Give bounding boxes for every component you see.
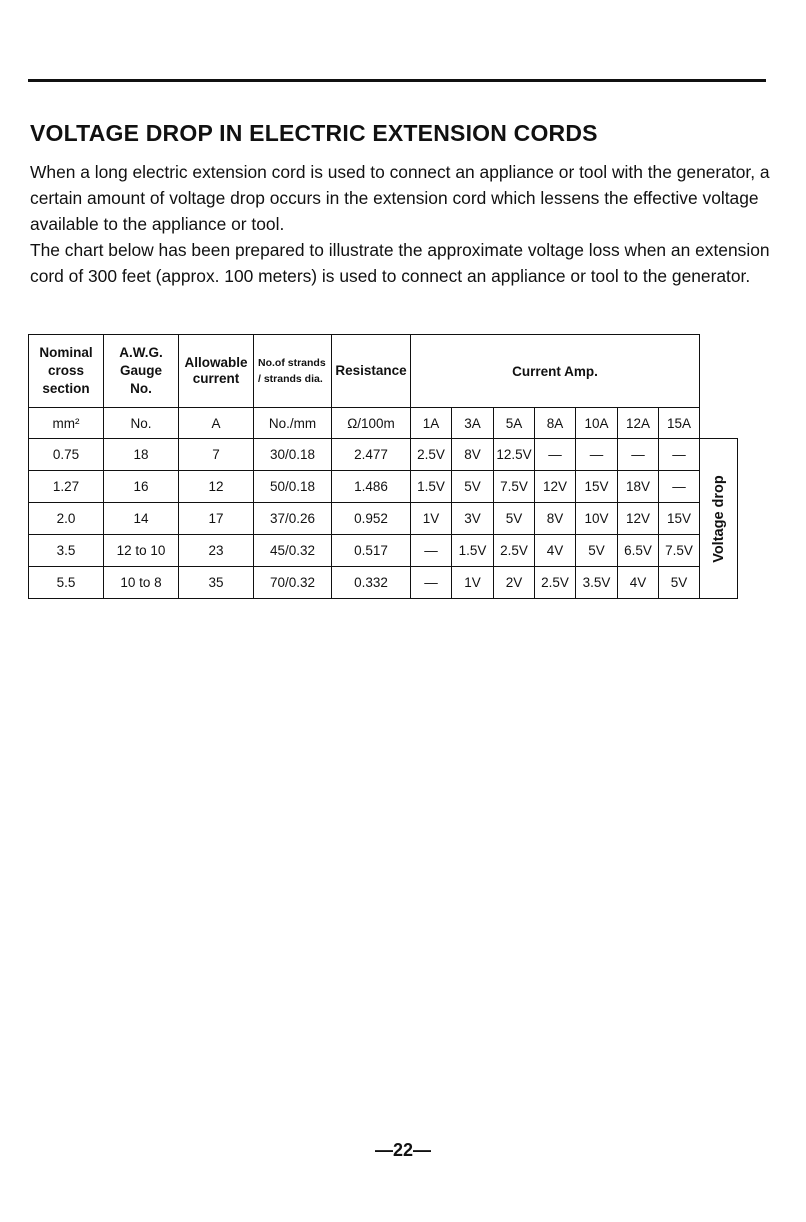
table-cell: 7 <box>179 439 254 471</box>
table-row <box>29 567 738 599</box>
table-cell: 2.477 <box>332 439 411 471</box>
table-cell: 3.5V <box>576 567 618 599</box>
table-cell: 1.486 <box>332 471 411 503</box>
table-row <box>29 439 738 471</box>
table-cell: 10V <box>576 503 618 535</box>
table-cell: 0.75 <box>29 439 104 471</box>
table-cell: 7.5V <box>494 471 535 503</box>
table-cell: 5.5 <box>29 567 104 599</box>
table-cell: 14 <box>104 503 179 535</box>
table-cell: 4V <box>618 567 659 599</box>
table-cell: 12V <box>618 503 659 535</box>
table-cell: — <box>535 439 576 471</box>
table-cell: 18V <box>618 471 659 503</box>
table-cell: 12 to 10 <box>104 535 179 567</box>
unit-cell: Ω/100m <box>332 408 411 439</box>
page-title: VOLTAGE DROP IN ELECTRIC EXTENSION CORDS <box>30 120 598 146</box>
voltage-drop-table <box>28 334 738 599</box>
table-cell: 45/0.32 <box>254 535 332 567</box>
table-header-row <box>29 335 738 408</box>
table-cell: 2.5V <box>411 439 452 471</box>
unit-cell: 15A <box>659 408 700 439</box>
table-cell: 8V <box>535 503 576 535</box>
table-row <box>29 535 738 567</box>
table-cell: 50/0.18 <box>254 471 332 503</box>
intro-paragraph: When a long electric extension cord is used to connect an appliance or tool with the generator, a certain amount of voltage drop occurs in the extension cord which lessens the effective voltage available to the appliance or tool. <box>30 162 770 234</box>
unit-cell: No./mm <box>254 408 332 439</box>
table-cell: — <box>411 535 452 567</box>
table-cell: 30/0.18 <box>254 439 332 471</box>
table-cell: — <box>659 439 700 471</box>
unit-cell: 10A <box>576 408 618 439</box>
table-cell: 10 to 8 <box>104 567 179 599</box>
table-row <box>29 471 738 503</box>
table-cell: 15V <box>576 471 618 503</box>
table-cell: 0.332 <box>332 567 411 599</box>
table-cell: 6.5V <box>618 535 659 567</box>
table-cell: 3V <box>452 503 494 535</box>
top-rule <box>28 79 766 82</box>
table-cell: 3.5 <box>29 535 104 567</box>
header-strands: No.of strands / strands dia. <box>254 335 332 408</box>
table-cell: 2V <box>494 567 535 599</box>
table-cell: 1.5V <box>411 471 452 503</box>
unit-cell: No. <box>104 408 179 439</box>
table-cell: — <box>659 471 700 503</box>
unit-cell: 8A <box>535 408 576 439</box>
table-cell: 1V <box>452 567 494 599</box>
chart-description-paragraph: The chart below has been prepared to illustrate the approximate voltage loss when an extension cord of 300 feet (approx. 100 meters) is used to connect an appliance or tool to the generator. <box>30 240 770 286</box>
unit-cell: 1A <box>411 408 452 439</box>
table-cell: 17 <box>179 503 254 535</box>
header-current-amp: Current Amp. <box>411 335 700 408</box>
table-cell: 18 <box>104 439 179 471</box>
table-cell: 12 <box>179 471 254 503</box>
table-cell: — <box>411 567 452 599</box>
table-cell: 12V <box>535 471 576 503</box>
table-row <box>29 503 738 535</box>
header-resistance: Resistance <box>332 335 411 408</box>
table-cell: 0.517 <box>332 535 411 567</box>
table-cell: 5V <box>494 503 535 535</box>
unit-cell: mm² <box>29 408 104 439</box>
table-cell: — <box>618 439 659 471</box>
unit-cell: 12A <box>618 408 659 439</box>
unit-cell: A <box>179 408 254 439</box>
table-cell: 5V <box>659 567 700 599</box>
table-cell: 35 <box>179 567 254 599</box>
table-cell: 2.0 <box>29 503 104 535</box>
table-cell: 12.5V <box>494 439 535 471</box>
table-cell: 1.27 <box>29 471 104 503</box>
table-cell: 16 <box>104 471 179 503</box>
table-cell: 0.952 <box>332 503 411 535</box>
header-allowable-current: Allowable current <box>179 335 254 408</box>
voltage-drop-cell <box>700 439 738 599</box>
unit-cell: 3A <box>452 408 494 439</box>
header-nominal-cross-section: Nominal cross section <box>29 335 104 408</box>
table-cell: 7.5V <box>659 535 700 567</box>
table-cell: 1V <box>411 503 452 535</box>
voltage-drop-label: Voltage drop <box>710 474 727 563</box>
table-cell: 4V <box>535 535 576 567</box>
table-units-row <box>29 408 738 439</box>
table-cell: 70/0.32 <box>254 567 332 599</box>
table-cell: 5V <box>452 471 494 503</box>
table-cell: 5V <box>576 535 618 567</box>
table-cell: 37/0.26 <box>254 503 332 535</box>
page-number: —22— <box>374 1140 432 1160</box>
header-awg-gauge: A.W.G. Gauge No. <box>104 335 179 408</box>
unit-cell: 5A <box>494 408 535 439</box>
table-cell: 2.5V <box>535 567 576 599</box>
table-cell: 8V <box>452 439 494 471</box>
table-cell: 2.5V <box>494 535 535 567</box>
table-cell: — <box>576 439 618 471</box>
table-cell: 1.5V <box>452 535 494 567</box>
table-cell: 23 <box>179 535 254 567</box>
table-cell: 15V <box>659 503 700 535</box>
